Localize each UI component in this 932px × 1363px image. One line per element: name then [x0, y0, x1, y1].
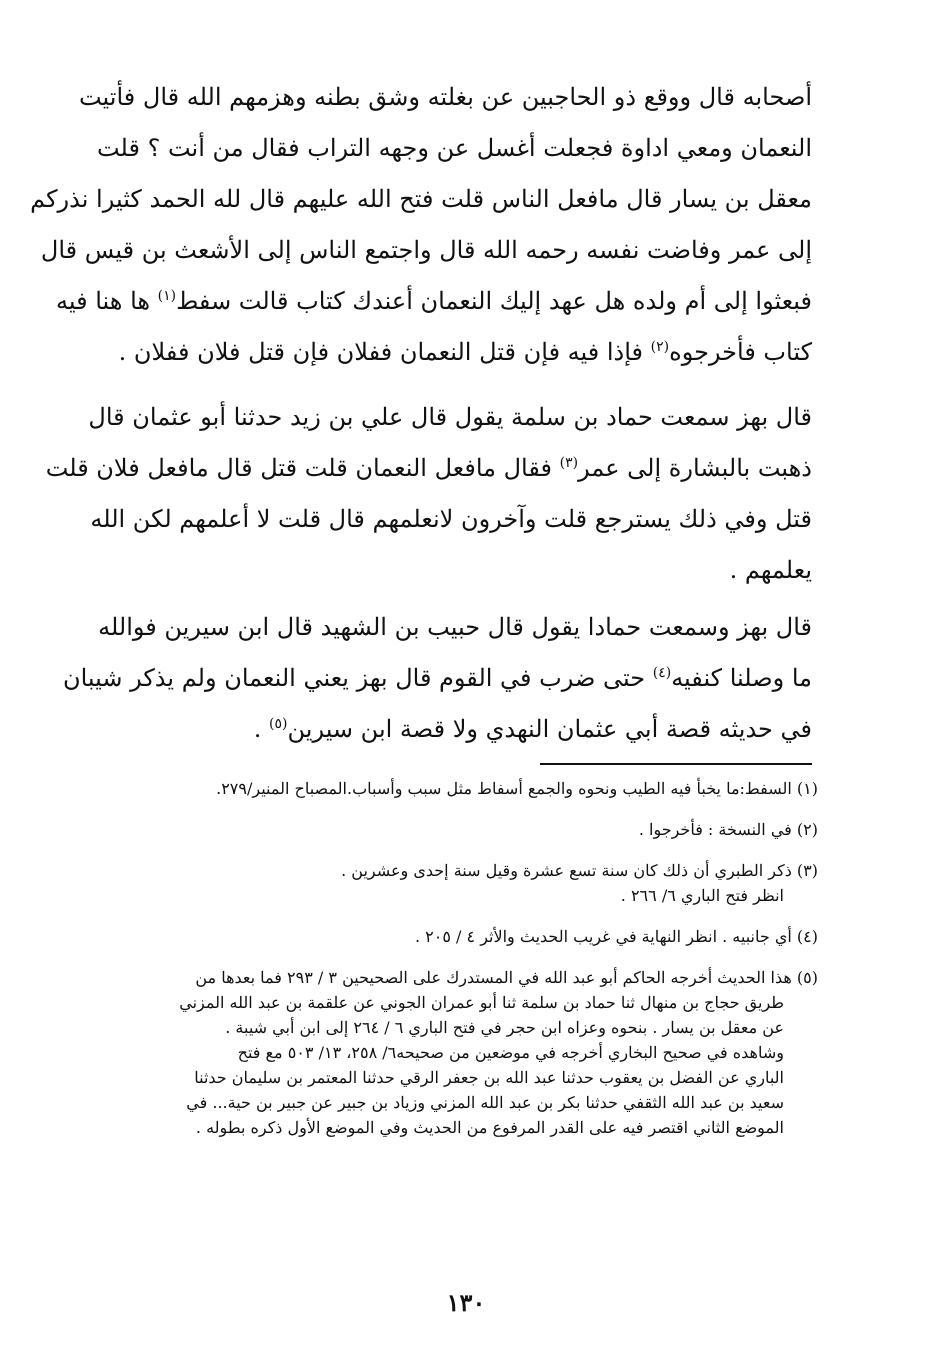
line-text: فبعثوا إلى أم ولده هل عهد إليك النعمان أعندك كتاب قالت سفط	[176, 287, 812, 315]
footnote-ref: (٤)	[652, 665, 672, 681]
footnote-text: في النسخة : فأخرجوا .	[638, 820, 792, 839]
footnote-line: طريق حجاج بن منهال ثنا حماد بن سلمة ثنا أبو عمران الجوني عن علقمة بن عبد الله المزني	[179, 993, 784, 1012]
footnote-text: أي جانبيه . انظر النهاية في غريب الحديث والأثر ٤ / ٢٠٥ .	[415, 927, 792, 946]
footnote-line: سعيد بن عبد الله الثقفي حدثنا بكر بن عبد الله المزني وزياد بن جبير عن جبير بن حية... في	[186, 1093, 784, 1112]
paragraph-2	[45, 392, 812, 596]
footnote-5	[82, 965, 818, 1140]
line-text: ما وصلنا كنفيه	[671, 664, 812, 692]
footnote-line	[82, 965, 818, 990]
footnote-line: الباري عن الفضل بن يعقوب حدثنا عبد الله بن جعفر الرقي حدثنا المعتمر بن سليمان حدثنا	[194, 1068, 784, 1087]
footnote-line: انظر فتح الباري ٦/ ٢٦٦ .	[620, 886, 784, 905]
footnote-ref: (١)	[157, 288, 177, 304]
line-text: كتاب فأخرجوه	[669, 338, 812, 366]
paragraph-line	[62, 653, 812, 704]
paragraph-3	[62, 602, 812, 755]
footnote-ref: (٥)	[269, 716, 288, 732]
footnote-line	[82, 817, 818, 842]
footnote-line	[82, 924, 818, 949]
paragraph-line	[56, 276, 812, 327]
paragraph-line	[82, 327, 812, 378]
footnote-2	[82, 817, 818, 842]
footnote-text: هذا الحديث أخرجه الحاكم أبو عبد الله في المستدرك على الصحيحين ٣ / ٢٩٣ فما بعدها من	[195, 968, 792, 987]
paragraph-line: يعلمهم .	[729, 556, 812, 584]
footnote-number: (٥)	[796, 968, 818, 987]
paragraph-line: قال بهز وسمعت حمادا يقول قال حبيب بن الشهيد قال ابن سيرين فوالله	[98, 613, 812, 641]
paragraph-line	[82, 704, 812, 755]
page-number: ١٣٠	[446, 1288, 486, 1317]
footnote-4	[82, 924, 818, 949]
line-text: فإذا فيه فإن قتل النعمان ففلان فإن قتل فلان ففلان .	[118, 338, 651, 366]
footnote-number: (٤)	[796, 927, 818, 946]
footnote-line: عن معقل بن يسار . بنحوه وعزاه ابن حجر في فتح الباري ٦ / ٢٦٤ إلى ابن أبي شيبة .	[225, 1018, 784, 1037]
line-text: حتى ضرب في القوم قال بهز يعني النعمان ولم يذكر شيبان	[62, 664, 653, 692]
footnote-line	[82, 858, 818, 883]
footnote-number: (٢)	[796, 820, 818, 839]
line-text: فقال مافعل النعمان قلت قتل قال مافعل فلان قلت	[45, 454, 560, 482]
footnote-number: (٣)	[796, 861, 818, 880]
footnote-3	[82, 858, 818, 908]
paragraph-line: قتل وفي ذلك يسترجع قلت وآخرون لانعلمهم قال قلت لا أعلمهم لكن الله	[90, 505, 812, 533]
line-text: في حديثه قصة أبي عثمان النهدي ولا قصة ابن سيرين	[287, 715, 812, 743]
line-text: .	[253, 715, 270, 743]
paragraph-line: النعمان ومعي اداوة فجعلت أغسل عن وجهه التراب فقال من أنت ؟ قلت	[96, 134, 812, 162]
footnote-ref: (٣)	[559, 455, 579, 471]
paragraph-line: أصحابه قال ووقع ذو الحاجبين عن بغلته وشق بطنه وهزمهم الله قال فأتيت	[78, 83, 812, 111]
footnote-ref: (٢)	[650, 339, 670, 355]
paragraph-line	[45, 443, 812, 494]
footnote-number: (١)	[796, 779, 818, 798]
line-text: ذهبت بالبشارة إلى عمر	[578, 454, 812, 482]
paragraph-line: إلى عمر وفاضت نفسه رحمه الله قال واجتمع الناس إلى الأشعث بن قيس قال	[40, 236, 812, 264]
paragraph-1	[30, 72, 812, 378]
footnote-line: وشاهده في صحيح البخاري أخرجه في موضعين من صحيحه٦/ ٢٥٨، ١٣/ ٥٠٣ مع فتح	[237, 1043, 784, 1062]
footnote-separator	[540, 763, 812, 765]
footnote-text: ذكر الطبري أن ذلك كان سنة تسع عشرة وقيل سنة إحدى وعشرين .	[341, 861, 792, 880]
line-text: ها هنا فيه	[56, 287, 158, 315]
paragraph-line: قال بهز سمعت حماد بن سلمة يقول قال علي بن زيد حدثنا أبو عثمان قال	[88, 403, 812, 431]
paragraph-line: معقل بن يسار قال مافعل الناس قلت فتح الله عليهم قال لله الحمد كثيرا نذركم	[30, 185, 812, 213]
footnote-1	[82, 776, 818, 801]
footnotes-list	[82, 776, 818, 1156]
footnote-line	[82, 776, 818, 801]
footnote-text: السفط:ما يخبأ فيه الطيب ونحوه والجمع أسفاط مثل سبب وأسباب.المصباح المنير/٢٧٩.	[216, 779, 792, 798]
footnote-line: الموضع الثاني اقتصر فيه على القدر المرفوع من الحديث وفي الموضع الأول ذكره بطوله .	[195, 1118, 784, 1137]
